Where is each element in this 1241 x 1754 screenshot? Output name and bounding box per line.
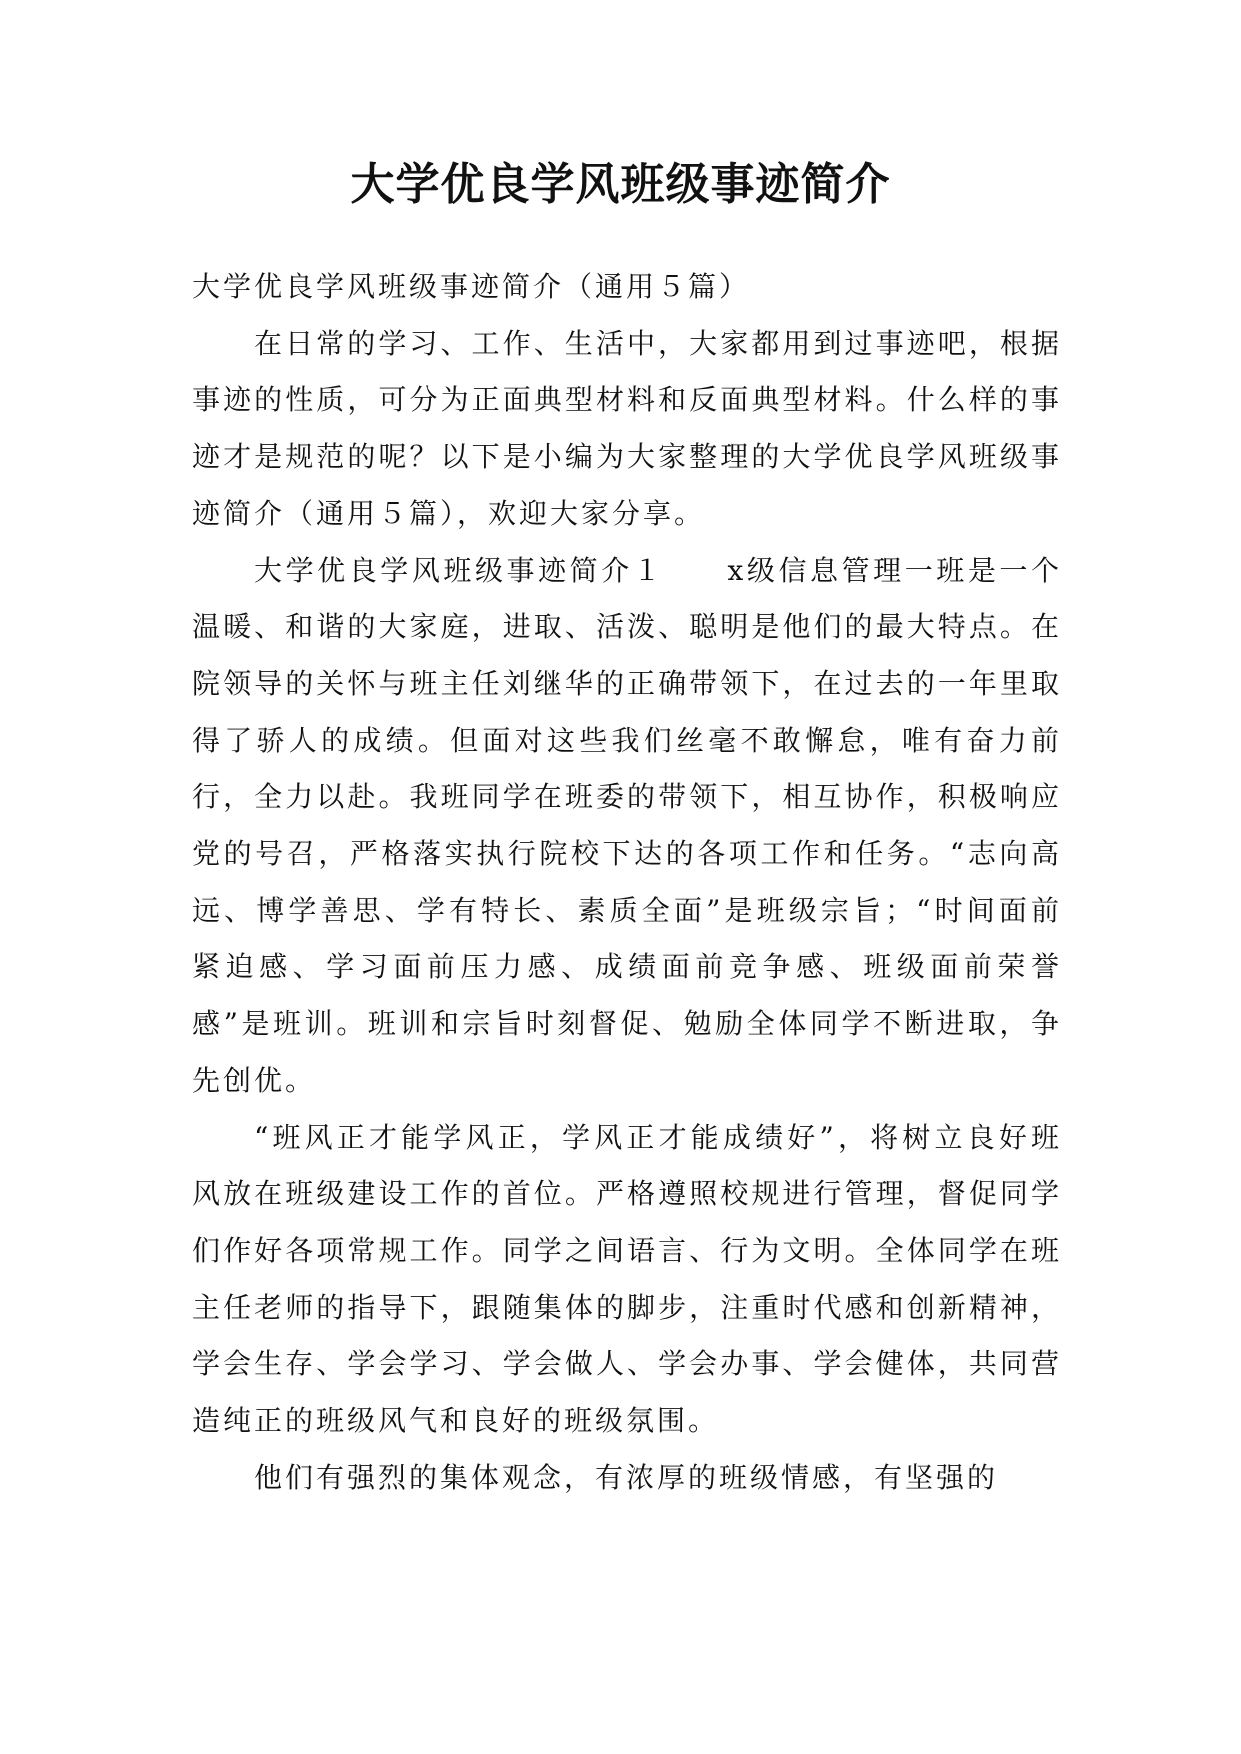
document-body: [192, 259, 1062, 1506]
document-subtitle: 大学优良学风班级事迹简介（通用５篇）: [192, 270, 751, 303]
paragraph-class-profile: 大学优良学风班级事迹简介１ x级信息管理一班是一个温暖、和谐的大家庭，进取、活泼、聪明是他们的最大特点。在院领导的关怀与班主任刘继华的正确带领下，在过去的一年里取得了骄人的成绩。但面对这些我们丝毫不敢懈怠，唯有奋力前行，全力以赴。我班同学在班委的带领下，相互协作，积极响应党的号召，严格落实执行院校下达的各项工作和任务。“志向高远、博学善思、学有特长、素质全面”是班级宗旨；“时间面前紧迫感、学习面前压力感、成绩面前竞争感、班级面前荣誉感”是班训。班训和宗旨时刻督促、勉励全体同学不断进取，争先创优。: [192, 553, 1062, 1097]
document-title: 大学优良学风班级事迹简介: [350, 159, 891, 210]
paragraph-collective: 他们有强烈的集体观念，有浓厚的班级情感，有坚强的: [254, 1460, 999, 1494]
paragraph-intro: 在日常的学习、工作、生活中，大家都用到过事迹吧，根据事迹的性质，可分为正面典型材料和反面典型材料。什么样的事迹才是规范的呢？以下是小编为大家整理的大学优良学风班级事迹简介（通用５篇），欢迎大家分享。: [192, 326, 1062, 530]
paragraph-class-style: “班风正才能学风正，学风正才能成绩好”，将树立良好班风放在班级建设工作的首位。严格遵照校规进行管理，督促同学们作好各项常规工作。同学之间语言、行为文明。全体同学在班主任老师的指导下，跟随集体的脚步，注重时代感和创新精神，学会生存、学会学习、学会做人、学会办事、学会健体，共同营造纯正的班级风气和良好的班级氛围。: [192, 1120, 1062, 1438]
